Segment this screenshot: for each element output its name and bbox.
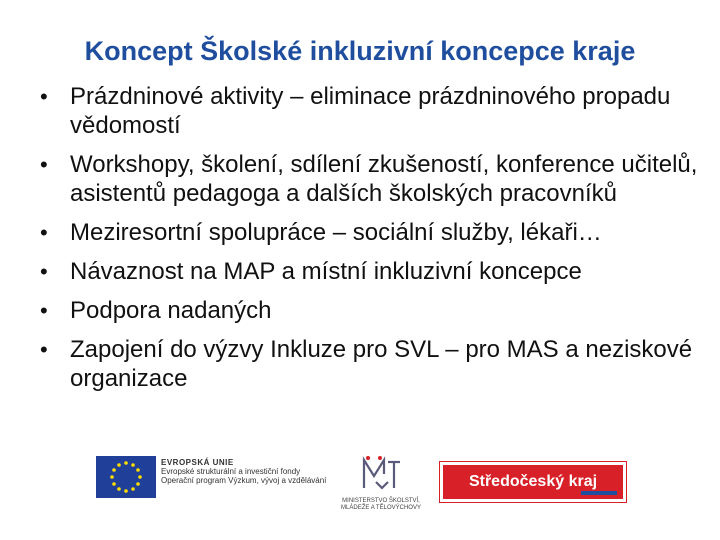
eu-text [161,458,361,485]
bullet-text: Návaznost na MAP a místní inkluzivní koncepce [70,258,582,285]
bullet-item [36,150,704,208]
bullet-text: Zapojení do výzvy Inkluze pro SVL – pro MAS a neziskové organizace [70,336,693,392]
bullet-text: Meziresortní spolupráce – sociální služby, lékaři… [70,219,602,246]
bullet-item [36,335,704,393]
logo-bar [0,440,720,540]
bullet-item [36,257,704,286]
kraj-stripe [581,491,617,495]
msmt-line2: MLÁDEŽE A TĚLOVÝCHOVY [341,505,421,511]
msmt-line1: MINISTERSTVO ŠKOLSTVÍ, [342,498,420,504]
bullet-item [36,218,704,247]
msmt-logo-icon [336,452,426,498]
bullet-dot: • [40,84,48,109]
bullet-item [36,82,704,140]
bullet-dot: • [40,152,48,177]
msmt-text [336,498,426,512]
eu-line1: Evropské strukturální a investiční fondy [161,467,301,476]
bullet-text: Podpora nadaných [70,297,272,324]
bullet-item [36,296,704,325]
bullet-list [36,82,704,393]
eu-heading: EVROPSKÁ UNIE [161,458,234,467]
eu-line2: Operační program Výzkum, vývoj a vzdělávání [161,476,327,485]
bullet-dot: • [40,298,48,323]
bullet-dot: • [40,337,48,362]
stredocesky-kraj-logo [440,462,626,502]
slide-content [36,82,704,436]
eu-flag-icon [96,456,156,498]
bullet-text: Prázdninové aktivity – eliminace prázdninového propadu vědomostí [70,83,671,139]
bullet-text: Workshopy, školení, sdílení zkušeností, konference učitelů, asistentů pedagoga a dalších školských pracovníků [70,151,698,207]
slide-title: Koncept Školské inkluzivní koncepce kraje [84,36,636,66]
bullet-dot: • [40,220,48,245]
msmt-logo [336,452,426,518]
kraj-label: Středočeský kraj [468,473,598,490]
bullet-dot: • [40,259,48,284]
